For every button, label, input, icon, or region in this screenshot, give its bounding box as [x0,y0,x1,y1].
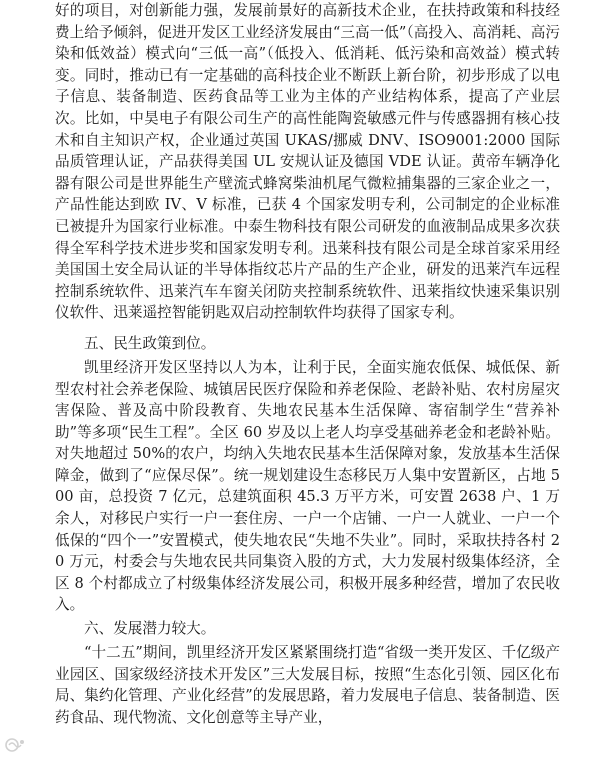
logo-icon [4,737,26,753]
section-heading-livelihood: 五、民生政策到位。 [84,334,216,352]
paragraph-industry: 好的项目，对创新能力强，发展前景好的高新技术企业，在扶持政策和科技经费上给予倾斜，促进开发区工业经济发展由“三高一低”（高投入、高消耗、高污染和低效益）模式向“三低一高”（低投入、低消耗、低污染和高效益）模式转变。同时，推动已有一定基础的高科技企业不断跃上新台阶，初步形成了以电子信息、装备制造、医药食品等工业为主体的产业结构体系，提高了产业层次。比如，中昊电子有限公司生产的高性能陶瓷敏感元件与传感器拥有核心技术和自主知识产权，企业通过英国 UKAS/挪威 DNV、ISO9001:2000 国际品质管理认证，产品获得美国 UL 安规认证及德国 VDE 认证。黄帝车辆净化器有限公司是世界能生产壁流式蜂窝柴油机尾气微粒捕集器的三家企业之一，产品性能达到欧 IV、V 标准，已获 4 个国家发明专利，公司制定的企业标准已被提升为国家行业标准。中泰生物科技有限公司研发的血液制品成果多次获得全军科学技术进步奖和国家发明专利。迅莱科技有限公司是全球首家采用经美国国土安全局认证的半导体指纹芯片产品的生产企业，研发的迅莱汽车远程控制系统软件、迅莱汽车车窗关闭防夹控制系统软件、迅莱指纹快速采集识别仪软件、迅莱遥控智能钥匙双启动控制软件均获得了国家专利。 [55,2,560,322]
paragraph-livelihood: 凯里经济开发区坚持以人为本，让利于民，全面实施农低保、城低保、新型农村社会养老保险、城镇居民医疗保险和养老保险、老龄补贴、农村房屋灾害保险、普及高中阶段教育、失地农民基本生活保障、寄宿制学生“营养补助”等多项“民生工程”。全区 60 岁及以上老人均享受基础养老金和老龄补贴。对失地超过 50%的农户，均纳入失地农民基本生活保障对象，发放基本生活保障金，做到了“应保尽保”。统一规划建设生态移民万人集中安置新区，占地 500 亩，总投资 7 亿元，总建筑面积 45.3 万平方米，可安置 2638 户、1 万余人，对移民户实行一户一套住房、一户一个店铺、一户一人就业、一户一个低保的“四个一”安置模式，使失地农民“失地不失业”。同时，采取扶持各村 20 万元，村委会与失地农民共同集资入股的方式，大力发展村级集体经济，全区 8 个村都成立了村级集体经济发展公司，积极开展多种经营，增加了农民收入。 [55,358,560,614]
paragraph-potential: “十二五”期间，凯里经济开发区紧紧围绕打造“省级一类开发区、千亿级产业园区、国家级经济技术开发区”三大发展目标，按照“生态化引领、园区化布局、集约化管理、产业化经营”的发展思路，着力发展电子信息、装备制造、医药食品、现代物流、文化创意等主导产业， [55,644,560,726]
document-body [55,0,560,728]
section-heading-potential: 六、发展潜力较大。 [84,620,216,638]
watermark [4,736,26,754]
